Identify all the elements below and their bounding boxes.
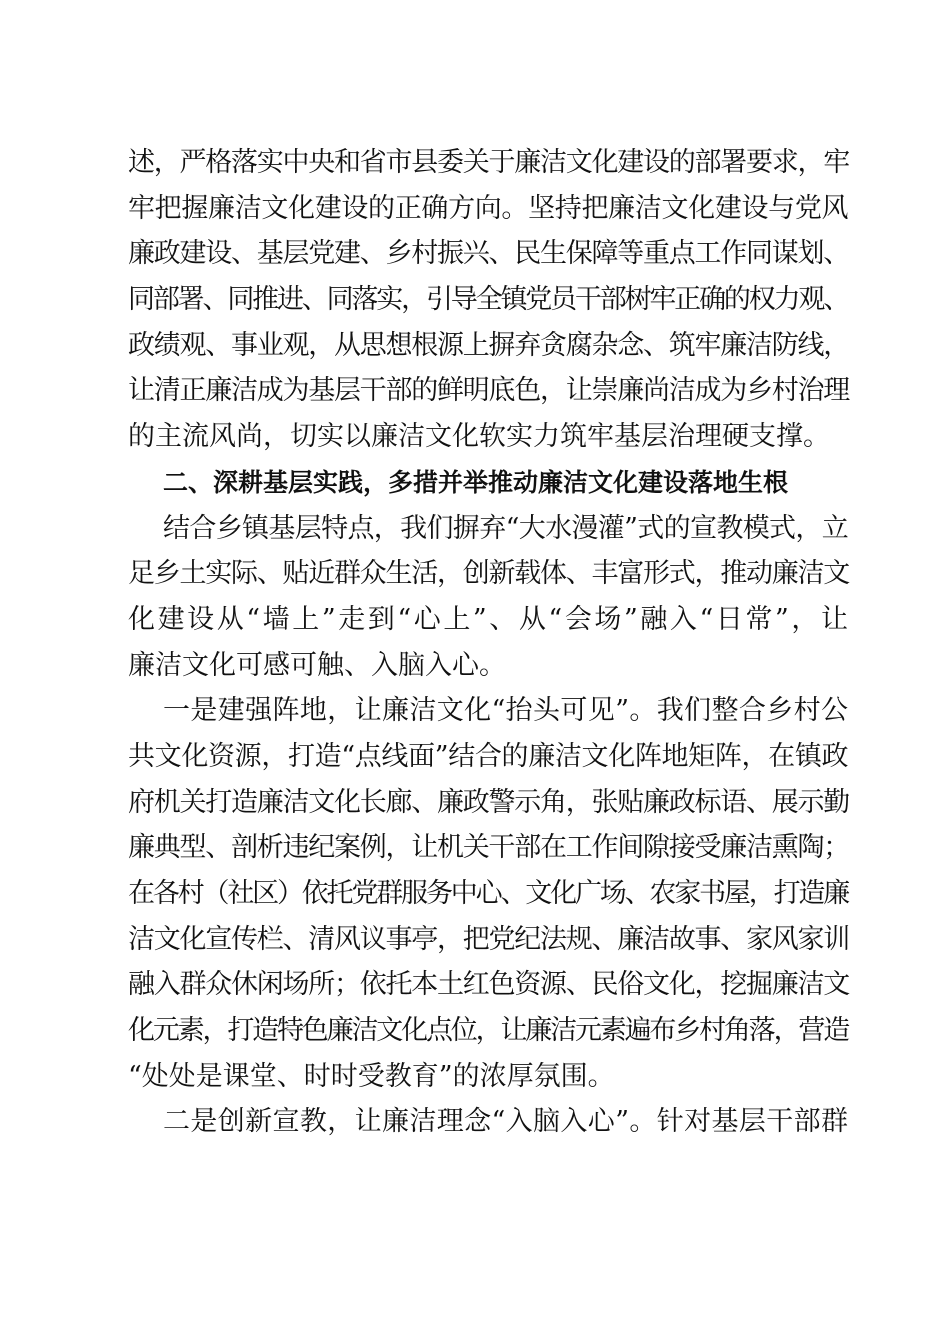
text-line: 让清正廉洁成为基层干部的鲜明底色，让崇廉尚洁成为乡村治理 <box>128 375 849 407</box>
text-line: 一是建强阵地，让廉洁文化“抬头可见”。我们整合乡村公 <box>163 695 848 727</box>
text-line: 廉洁文化可感可触、入脑入心。 <box>128 649 506 681</box>
text-line: 结合乡镇基层特点，我们摒弃“大水漫灌”式的宣教模式，立 <box>163 512 848 544</box>
text-line: 同部署、同推进、同落实，引导全镇党员干部树牢正确的权力观、 <box>128 284 848 316</box>
paragraph-3 <box>128 688 848 1099</box>
text-line: 在各村（社区）依托党群服务中心、文化广场、农家书屋，打造廉 <box>128 878 848 909</box>
paragraph-4 <box>128 1099 848 1145</box>
text-line: 府机关打造廉洁文化长廊、廉政警示角，张贴廉政标语、展示勤 <box>128 786 849 818</box>
text-line: 化建设从“墙上”走到“心上”、从“会场”融入“日常”，让 <box>128 603 848 635</box>
text-line: 足乡土实际、贴近群众生活，创新载体、丰富形式，推动廉洁文 <box>128 558 849 590</box>
text-line: 述，严格落实中央和省市县委关于廉洁文化建设的部署要求，牢 <box>128 147 849 178</box>
text-line: 政绩观、事业观，从思想根源上摒弃贪腐杂念、筑牢廉洁防线， <box>128 329 849 361</box>
paragraph-2 <box>128 506 848 689</box>
body-text <box>128 140 848 1145</box>
text-line: 二是创新宣教，让廉洁理念“入脑入心”。针对基层干部群 <box>163 1106 848 1138</box>
paragraph-1 <box>128 140 848 460</box>
section-heading: 二、深耕基层实践，多措并举推动廉洁文化建设落地生根 <box>163 467 789 497</box>
text-line: 的主流风尚，切实以廉洁文化软实力筑牢基层治理硬支撑。 <box>128 421 830 453</box>
text-line: 牢把握廉洁文化建设的正确方向。坚持把廉洁文化建设与党风 <box>128 192 848 224</box>
text-line: 洁文化宣传栏、清风议事亭，把党纪法规、廉洁故事、家风家训 <box>128 923 849 955</box>
text-line: 融入群众休闲场所；依托本土红色资源、民俗文化，挖掘廉洁文 <box>128 969 849 1001</box>
text-line: “处处是课堂、时时受教育”的浓厚氛围。 <box>128 1060 615 1092</box>
text-line: 廉政建设、基层党建、乡村振兴、民生保障等重点工作同谋划、 <box>128 238 849 270</box>
text-line: 共文化资源，打造“点线面”结合的廉洁文化阵地矩阵，在镇政 <box>128 740 848 772</box>
text-line: 化元素，打造特色廉洁文化点位，让廉洁元素遍布乡村角落，营造 <box>128 1015 848 1047</box>
text-line: 廉典型、剖析违纪案例，让机关干部在工作间隙接受廉洁熏陶； <box>128 832 849 864</box>
